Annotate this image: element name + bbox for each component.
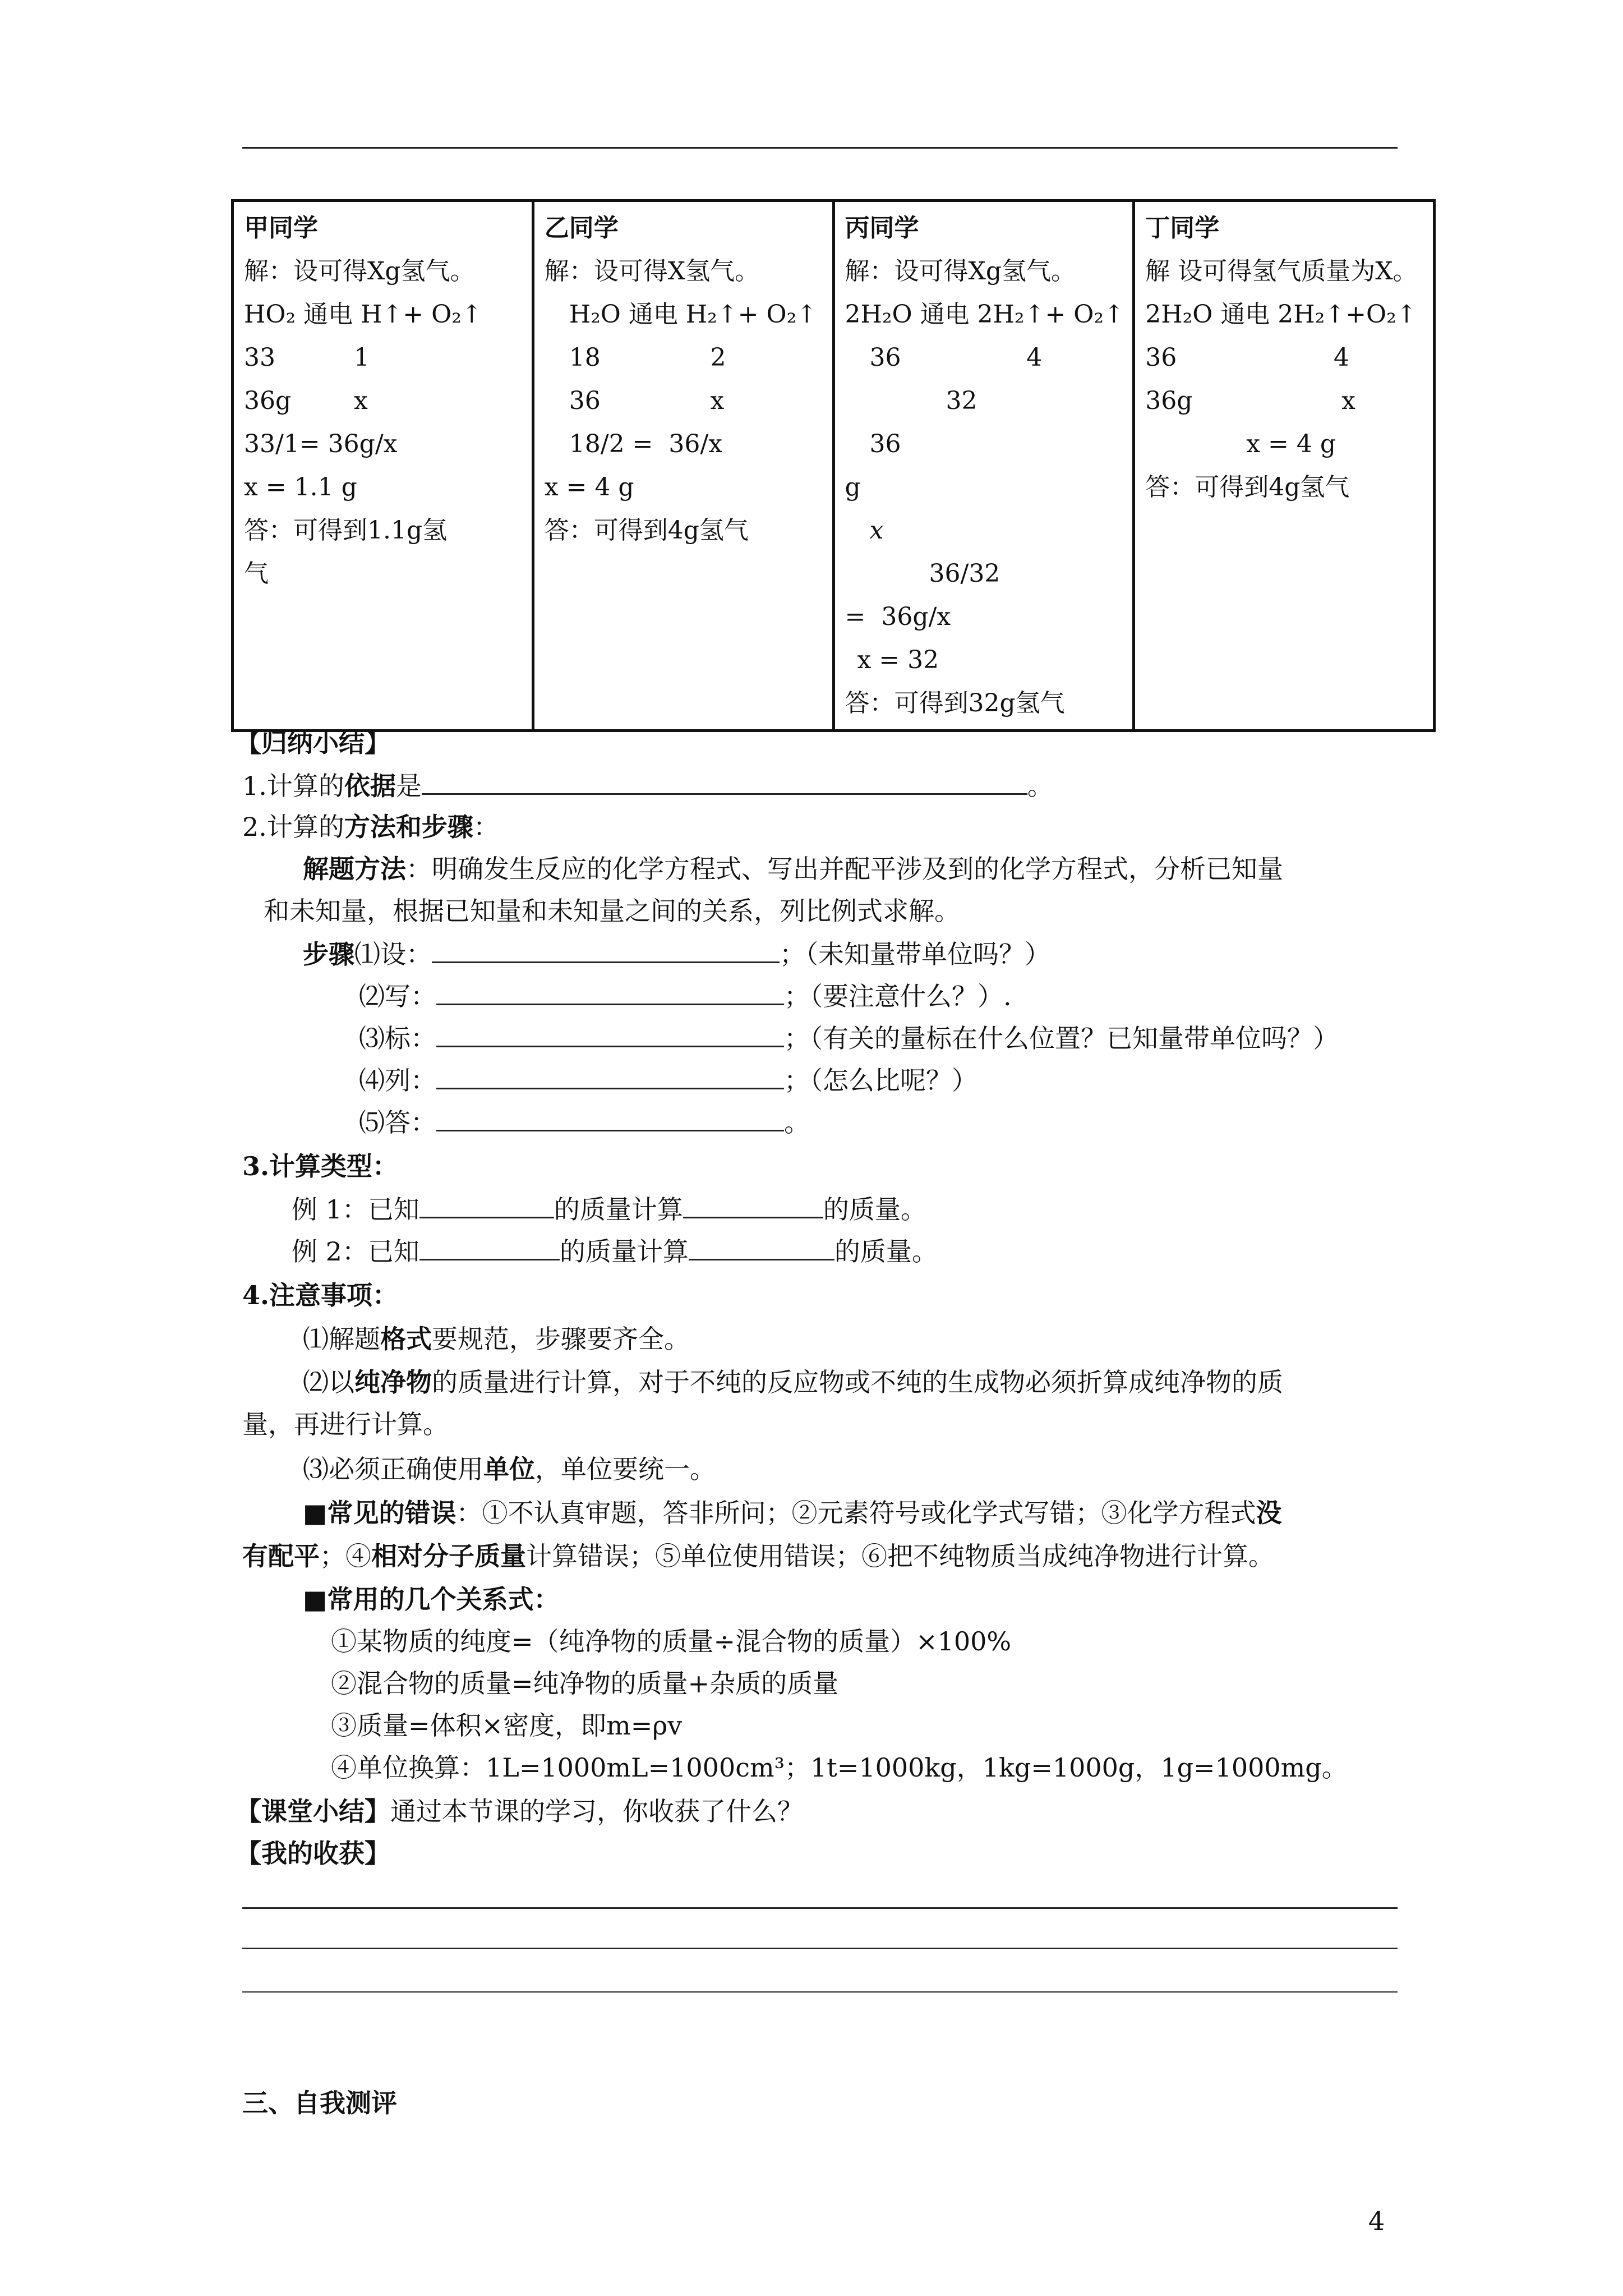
summary-item-2 (242, 811, 499, 843)
step-hint: ；（未知量带单位吗？） (780, 939, 1050, 969)
page-number: 4 (1368, 2206, 1385, 2236)
cell-line: x = 1.1 g (244, 473, 357, 501)
gains-answer-line[interactable] (242, 1991, 1398, 1993)
cell-line: x = 32 (857, 646, 939, 674)
column-header: 丙同学 (845, 214, 919, 242)
cell-line: 答：可得到4g氢气 (544, 516, 749, 545)
ex1-a: 例 1：已知 (292, 1194, 419, 1225)
class-summary-text: 通过本节课的学习，你收获了什么？ (390, 1796, 803, 1826)
column-header: 甲同学 (244, 214, 318, 242)
column-header: 丁同学 (1145, 214, 1220, 242)
cell-line: 2H₂O 通电 2H₂↑+ O₂↑ (845, 300, 1124, 329)
cell-line: 36 4 (1145, 343, 1349, 372)
gains-title: 【我的收获】 (236, 1838, 390, 1869)
note1-c: 要规范，步骤要齐全。 (432, 1324, 690, 1354)
cell-line: 答：可得到32g氢气 (845, 689, 1065, 717)
summary-item-3: 3.计算类型： (242, 1151, 399, 1181)
note1-a: ⑴解题 (303, 1324, 380, 1354)
note-2 (303, 1366, 1283, 1398)
column-bing (833, 201, 1134, 731)
cell-line: HO₂ 通电 H↑+ O₂↑ (244, 300, 482, 329)
step-hint: ；（怎么比呢？） (784, 1065, 978, 1096)
cell-line: 32 (946, 386, 978, 415)
step-label: ⑶标： (359, 1023, 436, 1053)
section-3-title: 三、自我测评 (242, 2088, 397, 2118)
item1-suffix: 是 (395, 771, 422, 801)
relation-2: ②混合物的质量=纯净物的质量+杂质的质量 (331, 1668, 839, 1699)
cell-line: H₂O 通电 H₂↑+ O₂↑ (569, 300, 818, 329)
answer-blank[interactable] (436, 1021, 784, 1047)
note3-c: ，单位要统一。 (535, 1454, 716, 1484)
ex2-b: 的质量计算 (559, 1236, 689, 1267)
cell-line: 33 1 (244, 343, 370, 372)
relations-title: ■常用的几个关系式： (303, 1584, 560, 1614)
errors-text-1: ：①不认真审题，答非所问；②元素符号或化学式写错；③化学方程式 (456, 1498, 1256, 1528)
cell-line: 2H₂O 通电 2H₂↑+O₂↑ (1145, 300, 1417, 329)
relation-1: ①某物质的纯度=（纯净物的质量÷混合物的质量）×100% (331, 1626, 1012, 1657)
cell-line: 36 (869, 430, 901, 458)
step-1 (303, 937, 1050, 970)
cell-line: 36 4 (869, 343, 1043, 372)
method-line-2: 和未知量，根据已知量和未知量之间的关系，列比例式求解。 (264, 896, 960, 926)
cell-line: 答：可得到4g氢气 (1145, 473, 1350, 501)
cell-line: 18 2 (569, 343, 726, 372)
step-label: ⑷列： (359, 1065, 436, 1096)
header-rule (242, 147, 1398, 149)
item1-bold: 依据 (344, 771, 396, 801)
step-hint: ；（有关的量标在什么位置？已知量带单位吗？） (784, 1023, 1339, 1053)
step-hint: ；（要注意什么？）. (784, 981, 1012, 1011)
answer-blank[interactable] (422, 769, 1027, 795)
item2-suffix: ： (473, 812, 499, 842)
answer-blank[interactable] (436, 1105, 784, 1131)
step-hint: 。 (784, 1107, 810, 1138)
cell-line: x = 4 g (544, 473, 634, 501)
cell-line: 解：设可得Xg氢气。 (244, 257, 475, 286)
step-label: ⑸答： (359, 1107, 436, 1138)
ex1-b: 的质量计算 (554, 1194, 683, 1225)
errors-bold: ■常见的错误 (303, 1498, 457, 1528)
errors-bold-3: 有配平 (242, 1541, 320, 1571)
errors-bold-2: 没 (1256, 1498, 1282, 1528)
step-3 (359, 1021, 1339, 1055)
answer-blank[interactable] (683, 1192, 823, 1218)
note1-b: 格式 (380, 1324, 432, 1354)
answer-blank[interactable] (436, 1063, 784, 1089)
answer-blank[interactable] (419, 1192, 554, 1218)
cell-line: 33/1= 36g/x (244, 430, 398, 458)
errors-text-2a: ；④ (320, 1541, 371, 1571)
ex1-c: 的质量。 (823, 1194, 926, 1225)
student-comparison-table (231, 199, 1436, 732)
step-5 (359, 1105, 810, 1139)
cell-line: 36g x (1145, 386, 1355, 415)
item2-bold: 方法和步骤 (344, 812, 473, 842)
column-yi (533, 201, 833, 731)
cell-line: x = 4 g (1246, 430, 1336, 458)
cell-line: 答：可得到1.1g氢 (244, 516, 448, 545)
step-4 (359, 1063, 978, 1097)
summary-item-1 (242, 769, 1053, 802)
answer-blank[interactable] (689, 1234, 834, 1260)
ex2-a: 例 2：已知 (292, 1236, 419, 1267)
method-bold: 解题方法 (303, 854, 406, 884)
cell-line: 18/2 = 36/x (569, 430, 723, 458)
cell-line: x (869, 516, 884, 545)
summary-title: 【归纳小结】 (236, 728, 390, 758)
cell-line: g (845, 473, 861, 501)
note2-c: 的质量进行计算，对于不纯的反应物或不纯的生成物必须折算成纯净物的质 (432, 1367, 1283, 1397)
cell-line: 解：设可得X氢气。 (544, 257, 760, 286)
relation-4: ④单位换算：1L=1000mL=1000cm³；1t=1000kg，1kg=1000g，1g=1000mg。 (331, 1752, 1348, 1783)
note3-b: 单位 (483, 1454, 535, 1484)
answer-blank[interactable] (419, 1234, 560, 1260)
note-3 (303, 1453, 716, 1485)
common-errors-line-1 (303, 1497, 1281, 1529)
steps-bold: 步骤 (303, 939, 354, 969)
cell-line: 解：设可得Xg氢气。 (845, 257, 1076, 286)
step-2 (359, 979, 1012, 1013)
common-errors-line-2 (242, 1540, 1274, 1572)
method-line-1 (303, 853, 1283, 885)
answer-blank[interactable] (436, 979, 784, 1005)
answer-blank[interactable] (432, 937, 780, 963)
example-1 (292, 1192, 926, 1226)
step-label: ⑴设： (354, 939, 432, 969)
class-summary (236, 1795, 803, 1828)
note2-b: 纯净物 (354, 1367, 432, 1397)
class-summary-title: 【课堂小结】 (236, 1796, 390, 1826)
gains-answer-line[interactable] (242, 1948, 1398, 1949)
gains-answer-line[interactable] (242, 1907, 1398, 1909)
note3-a: ⑶必须正确使用 (303, 1454, 483, 1484)
step-label: ⑵写： (359, 981, 436, 1011)
item1-end: 。 (1027, 771, 1053, 801)
method-text-1: ：明确发生反应的化学方程式、写出并配平涉及到的化学方程式，分析已知量 (406, 854, 1283, 884)
column-ding (1134, 201, 1435, 731)
errors-text-2b: 计算错误；⑤单位使用错误；⑥把不纯物质当成纯净物进行计算。 (526, 1541, 1274, 1571)
column-header: 乙同学 (544, 214, 619, 242)
note2-a: ⑵以 (303, 1367, 354, 1397)
cell-line: 36g x (244, 386, 368, 415)
cell-line: = 36g/x (845, 602, 951, 631)
note-2-cont: 量，再进行计算。 (242, 1409, 449, 1439)
cell-line: 36 x (569, 386, 725, 415)
item1-prefix: 1.计算的 (242, 771, 344, 801)
ex2-c: 的质量。 (834, 1236, 938, 1267)
note-1 (303, 1323, 690, 1355)
cell-line: 解 设可得氢气质量为X。 (1145, 257, 1418, 286)
errors-bold-4: 相对分子质量 (371, 1541, 526, 1571)
summary-item-4: 4.注意事项： (242, 1280, 399, 1310)
item2-prefix: 2.计算的 (242, 812, 344, 842)
relation-3: ③质量=体积×密度，即m=ρv (331, 1710, 683, 1741)
cell-line: 36/32 (929, 559, 1000, 588)
column-jia (233, 201, 533, 731)
cell-line: 气 (244, 559, 269, 588)
example-2 (292, 1234, 938, 1268)
